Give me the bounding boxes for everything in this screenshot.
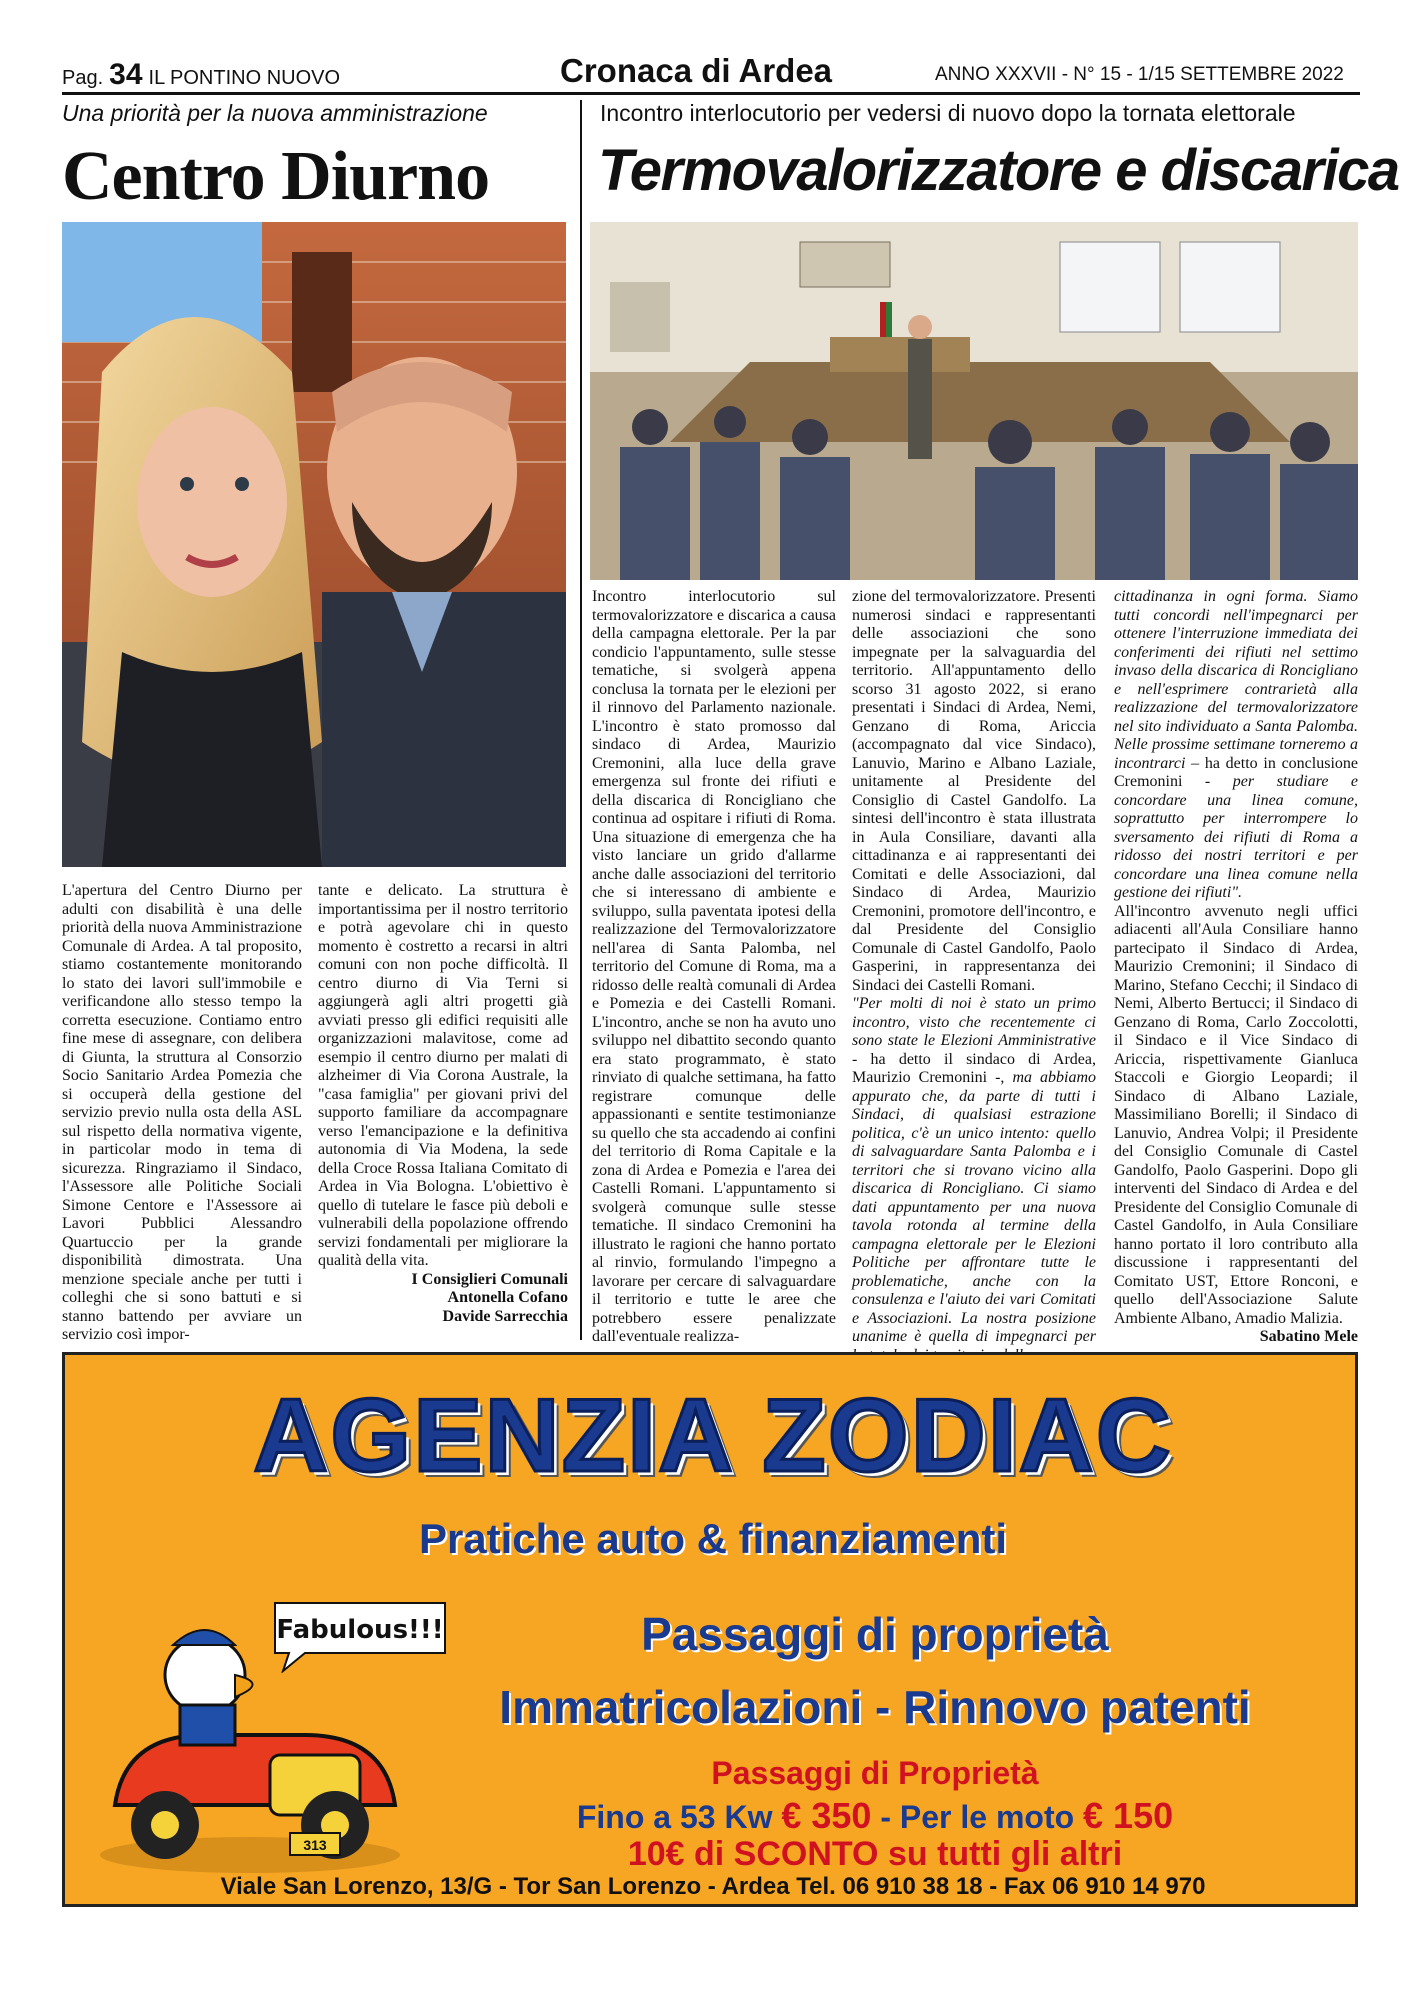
right-article-text-1: Incontro interlocutorio sul termovalorizzatore e discarica a causa della campagna elettorale. Per la par condicio l'appuntamento, sulle stesse tematiche, si svolgerà appena conclusa la tornata per le elezioni per il rinnovo del Parlamento nazionale. L'incontro è stato promosso dal sindaco di Ardea, Maurizio Cremonini, alla luce della grave emergenza sul fronte dei rifiuti e della discarica di Roncigliano che continua ad ospitare i rifiuti di Roma. Una situazione di emergenza che ha visto lanciare un grido d'allarme anche dalle associazioni del territorio che si interessano di ambiente e sviluppo, sulla paventata ipotesi della realizzazione del Termovalorizzatore nell'area di Santa Palomba, nel territorio del Comune di Roma, ma a ridosso delle realtà comunali di Ardea e Pomezia e dei Castelli Romani. L'incontro, anche se non ha avuto uno sviluppo nel dibattito secondo quanto era stato programmato, è stato rinviato di qualche settimana, ha fatto registrare comunque delle appassionanti e sentite testimonianze su quello che sta accadendo ai confini del territorio di Roma Capitale e la zona di Ardea e Pomezia e l'area dei Castelli Romani. L'appuntamento si svolgerà comunque sulle stesse tematiche. Il sindaco Cremonini ha illustrato le ragioni che hanno portato al rinvio, formulando l'impegno a lavorare per cercare di salvaguardare il territorio e tutte le aree che potrebbero essere penalizzate dall'eventuale realizza- [592,588,836,1345]
ad-subtitle: Pratiche auto & finanziamenti [418,1515,1008,1562]
quote-part-2: ma abbiamo appurato che, da parte di tutti i Sindaci, di qualsiasi estrazione politica, c'è un unico intento: quello di salvaguardare Santa Palomba e i territori che si trovano vicino alla discarica di Roncigliano. Ci siamo dati appuntamento per una nuova tavola rotonda al termine della campagna elettorale per le Elezioni Politiche per affrontare tutte le problematiche, anche con la consulenza e l'aiuto dei vari Comitati e Associazioni. La nostra posizione unanime è quella di impegnarci per [852,1069,1096,1345]
left-article-column-2 [318,882,568,1326]
right-article-signature: Sabatino Mele [1259,1328,1358,1345]
ad-price-line [445,1795,1305,1837]
advertisement [62,1352,1358,1907]
right-article-column-1 [592,588,836,1347]
ad-line-registrations: Immatricolazioni - Rinnovo patenti [499,1681,1251,1733]
ad-brand: AGENZIA ZODIAC [253,1378,1173,1494]
left-article-text-1: L'apertura del Centro Diurno per adulti con disabilità è una delle priorità della nuova Amministrazione Comunale di Ardea. A tal proposito, stiamo costantemente monitorando lo stato dei lavori sull'immobile e verificandone allo stesso tempo la corretta esecuzione. Contiamo entro fine mese di assegnare, con delibera di Giunta, la struttura al Consorzio Socio Sanitario Ardea Pomezia che si occuperà della gestione del servizio previo nulla osta della ASL sul rispetto della normativa vigente, in particolar modo in tema di sicurezza. Ringraziamo il Sindaco, l'Assessore alle Politiche Sociali Simone Centore e l'Assessore ai Lavori Pubblici Alessandro Quartuccio per la grande disponibilità dimostrata. Una menzione speciale anche per tutti i colleghi che si sono battuti e si stanno battendo per avviare un servizio così impor- [62,882,302,1343]
quote-attribution-2: – ha detto in conclusione Cremonini - [1114,754,1358,790]
ad-line-ownership-price-title: Passaggi di Proprietà [711,1755,1039,1791]
right-article-text-3: All'incontro avvenuto negli uffici adiacenti all'Aula Consiliare hanno partecipato il Sindaco di Ardea, Maurizio Cremonini; il Sindaco di Marino, Stefano Cecchi; il Sindaco di Nemi, Alberto Bertucci; il Sindaco di Genzano di Roma, Carlo Zoccolotti, il Sindaco e il Vice Sindaco di Ariccia, rispettivamente Gianluca Staccoli e Giorgio Leopardi; il Sindaco di Albano Laziale, Massimiliano Borelli; il Sindaco di Lanuvio, Andrea Volpi; il Presidente del Consiglio Comunale di Castel Gandolfo, Paolo Gasperini. Dopo gli interventi del Sindaco di Ardea e del Presidente del Consiglio Comunale di Castel Gandolfo, in Aula Consiliare hanno portato il loro contributo alla discussione i rappresentanti del Comitato UST, Ettore Ronconi, e quello dell'Associazione Salute Ambiente Albano, Amadio Malizia. [1114,902,1358,1327]
page-number: 34 [109,58,143,91]
quote-attribution: - ha detto il sindaco di Ardea, Maurizio Cremonini -, [852,1050,1096,1086]
left-article-text-2: tante e delicato. La struttura è importantissima per il nostro territorio e potrà agevolare chi in questo momento è costretto a recarsi in altri comuni con non poche difficoltà. Il centro diurno di Via Terni si aggiungerà agli altri progetti già avviati presso gli edifici requisiti alle organizzazioni malavitose, come ad esempio il centro diurno per malati di alzheimer di Via Corona Australe, la "casa famiglia" per giovani privi del supporto familiare da accompagnare verso l'emancipazione e la definitiva autonomia di Via Modena, la sede della Croce Rossa Italiana Comitato di Ardea in Via Bologna. L'obiettivo è quello di tutelare le fasce più deboli e vulnerabili della popolazione offrendo servizi fondamentali per migliorare la qualità della vita. [318,882,568,1269]
license-plate: 313 [303,1837,327,1853]
ad-price-label-1: Fino a 53 Kw [576,1799,773,1835]
quote-part-3: cittadinanza in ogni forma. Siamo tutti concordi nell'impegnarci per ottenere l'interruzione immediata dei conferimenti dei rifiuti nel settimo invaso della discarica di Roncigliano e nell'esprimere contrarietà alla realizzazione del termovalorizzatore nel sito individuato a Santa Palomba. Nelle prossime settimane torneremo a incontrarci [1114,588,1358,772]
speech-bubble-text: Fabulous!!! [276,1615,444,1645]
right-article-text-2: zione del termovalorizzatore. Presenti numerosi sindaci e rappresentanti delle associazioni che sono impegnate per la salvaguardia del territorio. All'appuntamento dello scorso 31 agosto 2022, si erano presentati i Sindaci di Ardea, Nemi, Genzano di Roma, Ariccia (accompagnato dal vice Sindaco), Lanuvio, Marino e Albano Laziale, unitamente al Presidente del Consiglio di Castel Gandolfo. La sintesi dell'incontro è stata illustrata in Aula Consiliare, davanti alla cittadinanza e ai rappresentanti dei Comitati e delle Associazioni, dal Sindaco di Ardea, Maurizio Cremonini, promotore dell'incontro, e dal Presidente del Consiglio Comunale di Castel Gandolfo, Paolo Gasperini, in rappresentanza dei Sindaci dei Castelli Romani. [852,588,1096,994]
page-label: Pag. [62,67,104,89]
ad-line-ownership: Passaggi di proprietà [641,1608,1109,1660]
speech-bubble [265,1593,455,1673]
right-article-column-3 [1114,588,1358,1347]
left-article-title: Centro Diurno [62,138,490,215]
left-article-signature-3: Davide Sarrecchia [442,1307,568,1325]
ad-price-label-2: - Per le moto [880,1799,1075,1835]
publication-name: IL PONTINO NUOVO [148,67,341,89]
section-title: Cronaca di Ardea [560,52,833,89]
ad-discount: 10€ di SCONTO su tutti gli altri [627,1835,1123,1873]
quote-part-1: "Per molti di noi è stato un primo incontro, visto che recentemente ci sono state le Elezioni Amministrative [852,995,1096,1049]
ad-price-1: € 350 [781,1795,872,1836]
left-article-kicker: Una priorità per la nuova amministrazione [62,100,488,126]
selfie-photo [62,222,566,867]
quote-part-4: per studiare e concordare una linea comune, soprattutto per interrompere lo sversamento dei rifiuti di Roma a ridosso dei nostri territori e per concordare una linea comune nella gestione dei rifiuti". [1114,773,1359,901]
right-article-column-2 [852,588,1096,1365]
ad-contact-footer: Viale San Lorenzo, 13/G - Tor San Lorenzo - Ardea Tel. 06 910 38 18 - Fax 06 910 14 970 [220,1873,1206,1900]
column-divider [580,100,582,1340]
left-article-signature-2: Antonella Cofano [447,1289,568,1306]
issue-info: ANNO XXXVII - N° 15 - 1/15 SETTEMBRE 2022 [935,64,1344,85]
right-article-title: Termovalorizzatore e discarica [598,138,1399,203]
right-article-kicker: Incontro interlocutorio per vedersi di nuovo dopo la tornata elettorale [600,100,1296,126]
ad-price-2: € 150 [1083,1795,1174,1836]
council-hall-photo [590,222,1358,580]
header-rule [62,92,1360,95]
left-article-signature-1: I Consiglieri Comunali [411,1270,568,1288]
page-header-left [62,58,340,92]
left-article-column-1 [62,882,302,1345]
